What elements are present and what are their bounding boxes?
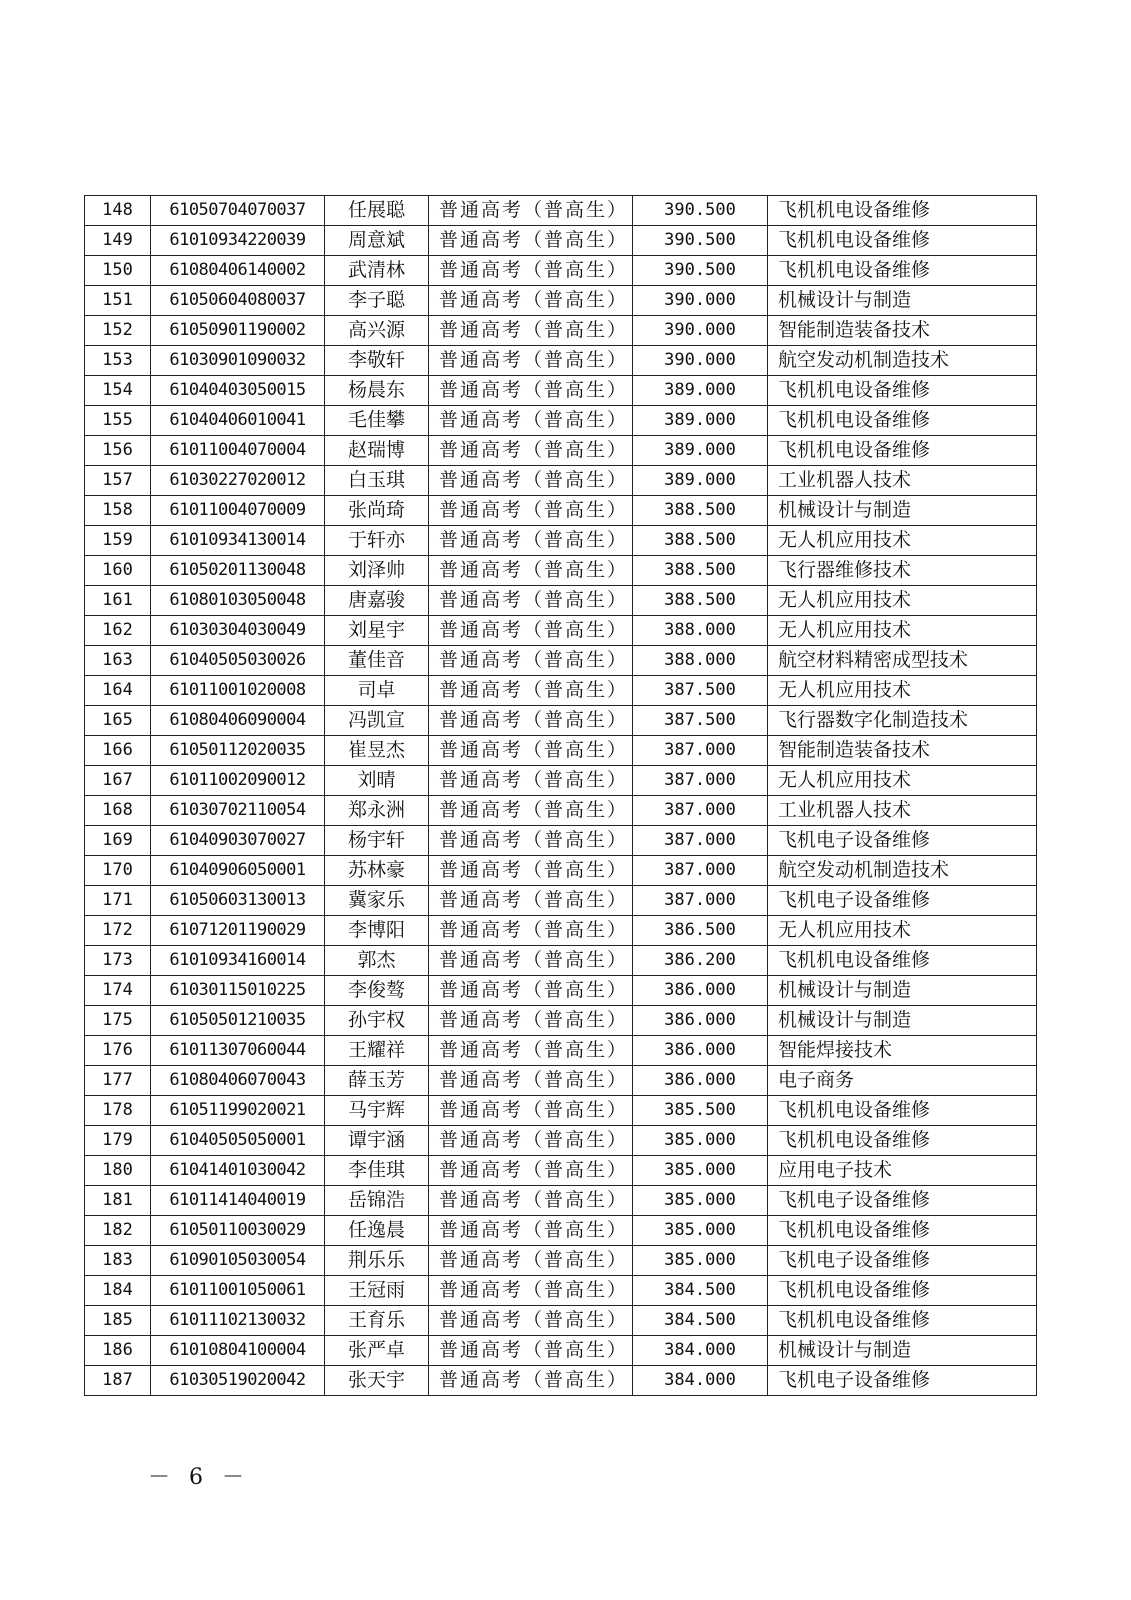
row-number-cell: 177 bbox=[85, 1066, 151, 1096]
row-number-cell: 174 bbox=[85, 976, 151, 1006]
score-cell: 389.000 bbox=[633, 376, 768, 406]
score-cell: 387.000 bbox=[633, 886, 768, 916]
candidate-id-cell: 61040406010041 bbox=[151, 406, 325, 436]
candidate-id-cell: 61011001020008 bbox=[151, 676, 325, 706]
row-number-cell: 165 bbox=[85, 706, 151, 736]
student-name-cell: 周意斌 bbox=[325, 226, 429, 256]
score-cell: 387.000 bbox=[633, 796, 768, 826]
admission-type-cell: 普通高考（普高生） bbox=[429, 766, 633, 796]
score-cell: 389.000 bbox=[633, 406, 768, 436]
major-cell: 飞机机电设备维修 bbox=[768, 1216, 1037, 1246]
row-number-cell: 171 bbox=[85, 886, 151, 916]
student-name-cell: 任展聪 bbox=[325, 196, 429, 226]
table-row bbox=[85, 496, 1037, 526]
score-cell: 384.000 bbox=[633, 1366, 768, 1396]
student-name-cell: 冀家乐 bbox=[325, 886, 429, 916]
major-cell: 智能焊接技术 bbox=[768, 1036, 1037, 1066]
row-number-cell: 156 bbox=[85, 436, 151, 466]
admission-type-cell: 普通高考（普高生） bbox=[429, 706, 633, 736]
student-name-cell: 李敬轩 bbox=[325, 346, 429, 376]
row-number-cell: 149 bbox=[85, 226, 151, 256]
admission-type-cell: 普通高考（普高生） bbox=[429, 196, 633, 226]
admission-type-cell: 普通高考（普高生） bbox=[429, 856, 633, 886]
admission-type-cell: 普通高考（普高生） bbox=[429, 436, 633, 466]
table-row bbox=[85, 1096, 1037, 1126]
admission-type-cell: 普通高考（普高生） bbox=[429, 616, 633, 646]
major-cell: 机械设计与制造 bbox=[768, 976, 1037, 1006]
major-cell: 航空发动机制造技术 bbox=[768, 346, 1037, 376]
score-cell: 390.000 bbox=[633, 346, 768, 376]
table-row bbox=[85, 616, 1037, 646]
table-row bbox=[85, 1276, 1037, 1306]
admission-type-cell: 普通高考（普高生） bbox=[429, 1066, 633, 1096]
admission-type-cell: 普通高考（普高生） bbox=[429, 1336, 633, 1366]
row-number-cell: 157 bbox=[85, 466, 151, 496]
major-cell: 飞机机电设备维修 bbox=[768, 436, 1037, 466]
admission-type-cell: 普通高考（普高生） bbox=[429, 1306, 633, 1336]
student-name-cell: 荆乐乐 bbox=[325, 1246, 429, 1276]
table-row bbox=[85, 1126, 1037, 1156]
row-number-cell: 158 bbox=[85, 496, 151, 526]
candidate-id-cell: 61050604080037 bbox=[151, 286, 325, 316]
major-cell: 飞行器数字化制造技术 bbox=[768, 706, 1037, 736]
row-number-cell: 154 bbox=[85, 376, 151, 406]
admission-type-cell: 普通高考（普高生） bbox=[429, 1126, 633, 1156]
student-name-cell: 任逸晨 bbox=[325, 1216, 429, 1246]
student-name-cell: 李子聪 bbox=[325, 286, 429, 316]
admission-type-cell: 普通高考（普高生） bbox=[429, 526, 633, 556]
major-cell: 无人机应用技术 bbox=[768, 766, 1037, 796]
candidate-id-cell: 61080406090004 bbox=[151, 706, 325, 736]
row-number-cell: 182 bbox=[85, 1216, 151, 1246]
student-name-cell: 白玉琪 bbox=[325, 466, 429, 496]
student-name-cell: 武清林 bbox=[325, 256, 429, 286]
admission-type-cell: 普通高考（普高生） bbox=[429, 736, 633, 766]
score-cell: 390.500 bbox=[633, 256, 768, 286]
candidate-id-cell: 61011002090012 bbox=[151, 766, 325, 796]
major-cell: 应用电子技术 bbox=[768, 1156, 1037, 1186]
row-number-cell: 180 bbox=[85, 1156, 151, 1186]
score-cell: 384.500 bbox=[633, 1306, 768, 1336]
major-cell: 机械设计与制造 bbox=[768, 1006, 1037, 1036]
row-number-cell: 185 bbox=[85, 1306, 151, 1336]
score-cell: 387.000 bbox=[633, 826, 768, 856]
candidate-id-cell: 61041401030042 bbox=[151, 1156, 325, 1186]
student-name-cell: 刘晴 bbox=[325, 766, 429, 796]
student-name-cell: 李博阳 bbox=[325, 916, 429, 946]
row-number-cell: 151 bbox=[85, 286, 151, 316]
candidate-id-cell: 61030519020042 bbox=[151, 1366, 325, 1396]
admission-type-cell: 普通高考（普高生） bbox=[429, 226, 633, 256]
score-cell: 385.000 bbox=[633, 1126, 768, 1156]
candidate-id-cell: 61050501210035 bbox=[151, 1006, 325, 1036]
candidate-id-cell: 61080103050048 bbox=[151, 586, 325, 616]
table-row bbox=[85, 796, 1037, 826]
admission-type-cell: 普通高考（普高生） bbox=[429, 796, 633, 826]
table-row bbox=[85, 346, 1037, 376]
admission-type-cell: 普通高考（普高生） bbox=[429, 346, 633, 376]
row-number-cell: 155 bbox=[85, 406, 151, 436]
major-cell: 飞机机电设备维修 bbox=[768, 946, 1037, 976]
student-name-cell: 李佳琪 bbox=[325, 1156, 429, 1186]
row-number-cell: 148 bbox=[85, 196, 151, 226]
score-cell: 384.000 bbox=[633, 1336, 768, 1366]
major-cell: 航空发动机制造技术 bbox=[768, 856, 1037, 886]
candidate-id-cell: 61030227020012 bbox=[151, 466, 325, 496]
major-cell: 飞机机电设备维修 bbox=[768, 226, 1037, 256]
score-cell: 390.500 bbox=[633, 226, 768, 256]
score-cell: 389.000 bbox=[633, 466, 768, 496]
admission-list-table bbox=[84, 195, 1036, 1396]
table-row bbox=[85, 1366, 1037, 1396]
score-cell: 388.500 bbox=[633, 556, 768, 586]
table-row bbox=[85, 1216, 1037, 1246]
major-cell: 飞机机电设备维修 bbox=[768, 196, 1037, 226]
major-cell: 飞机电子设备维修 bbox=[768, 1186, 1037, 1216]
row-number-cell: 172 bbox=[85, 916, 151, 946]
student-name-cell: 崔昱杰 bbox=[325, 736, 429, 766]
admission-type-cell: 普通高考（普高生） bbox=[429, 646, 633, 676]
candidate-id-cell: 61011102130032 bbox=[151, 1306, 325, 1336]
student-name-cell: 谭宇涵 bbox=[325, 1126, 429, 1156]
candidate-id-cell: 61010934160014 bbox=[151, 946, 325, 976]
admission-type-cell: 普通高考（普高生） bbox=[429, 676, 633, 706]
table-row bbox=[85, 1156, 1037, 1186]
row-number-cell: 178 bbox=[85, 1096, 151, 1126]
row-number-cell: 160 bbox=[85, 556, 151, 586]
row-number-cell: 152 bbox=[85, 316, 151, 346]
score-cell: 385.000 bbox=[633, 1216, 768, 1246]
score-cell: 385.500 bbox=[633, 1096, 768, 1126]
score-cell: 388.000 bbox=[633, 646, 768, 676]
major-cell: 机械设计与制造 bbox=[768, 286, 1037, 316]
row-number-cell: 181 bbox=[85, 1186, 151, 1216]
table-row bbox=[85, 916, 1037, 946]
major-cell: 飞机机电设备维修 bbox=[768, 256, 1037, 286]
student-name-cell: 郭杰 bbox=[325, 946, 429, 976]
admission-type-cell: 普通高考（普高生） bbox=[429, 1216, 633, 1246]
row-number-cell: 183 bbox=[85, 1246, 151, 1276]
candidate-id-cell: 61011004070004 bbox=[151, 436, 325, 466]
major-cell: 飞机机电设备维修 bbox=[768, 406, 1037, 436]
admission-type-cell: 普通高考（普高生） bbox=[429, 1156, 633, 1186]
table-row bbox=[85, 1066, 1037, 1096]
admission-type-cell: 普通高考（普高生） bbox=[429, 586, 633, 616]
row-number-cell: 186 bbox=[85, 1336, 151, 1366]
admission-type-cell: 普通高考（普高生） bbox=[429, 826, 633, 856]
table-row bbox=[85, 736, 1037, 766]
admission-type-cell: 普通高考（普高生） bbox=[429, 556, 633, 586]
row-number-cell: 163 bbox=[85, 646, 151, 676]
major-cell: 飞机机电设备维修 bbox=[768, 1306, 1037, 1336]
student-name-cell: 董佳音 bbox=[325, 646, 429, 676]
table-row bbox=[85, 466, 1037, 496]
row-number-cell: 168 bbox=[85, 796, 151, 826]
student-name-cell: 赵瑞博 bbox=[325, 436, 429, 466]
table-row bbox=[85, 556, 1037, 586]
student-name-cell: 冯凯宣 bbox=[325, 706, 429, 736]
candidate-id-cell: 61050603130013 bbox=[151, 886, 325, 916]
score-cell: 387.000 bbox=[633, 766, 768, 796]
candidate-id-cell: 61040403050015 bbox=[151, 376, 325, 406]
student-name-cell: 郑永洲 bbox=[325, 796, 429, 826]
score-cell: 390.000 bbox=[633, 316, 768, 346]
candidate-id-cell: 61040906050001 bbox=[151, 856, 325, 886]
major-cell: 机械设计与制造 bbox=[768, 1336, 1037, 1366]
candidate-id-cell: 61050112020035 bbox=[151, 736, 325, 766]
table-row bbox=[85, 526, 1037, 556]
row-number-cell: 169 bbox=[85, 826, 151, 856]
student-name-cell: 王耀祥 bbox=[325, 1036, 429, 1066]
page-number: － 6 － bbox=[148, 1465, 250, 1490]
admission-type-cell: 普通高考（普高生） bbox=[429, 316, 633, 346]
score-cell: 387.500 bbox=[633, 676, 768, 706]
major-cell: 飞机机电设备维修 bbox=[768, 1126, 1037, 1156]
row-number-cell: 162 bbox=[85, 616, 151, 646]
table-row bbox=[85, 436, 1037, 466]
row-number-cell: 159 bbox=[85, 526, 151, 556]
table-row bbox=[85, 886, 1037, 916]
student-name-cell: 薛玉芳 bbox=[325, 1066, 429, 1096]
candidate-id-cell: 61050110030029 bbox=[151, 1216, 325, 1246]
admission-type-cell: 普通高考（普高生） bbox=[429, 406, 633, 436]
major-cell: 电子商务 bbox=[768, 1066, 1037, 1096]
candidate-id-cell: 61011414040019 bbox=[151, 1186, 325, 1216]
score-cell: 390.000 bbox=[633, 286, 768, 316]
admission-type-cell: 普通高考（普高生） bbox=[429, 886, 633, 916]
admission-type-cell: 普通高考（普高生） bbox=[429, 466, 633, 496]
admission-type-cell: 普通高考（普高生） bbox=[429, 286, 633, 316]
row-number-cell: 173 bbox=[85, 946, 151, 976]
student-name-cell: 于轩亦 bbox=[325, 526, 429, 556]
major-cell: 工业机器人技术 bbox=[768, 466, 1037, 496]
admission-type-cell: 普通高考（普高生） bbox=[429, 916, 633, 946]
candidate-id-cell: 61071201190029 bbox=[151, 916, 325, 946]
table-row bbox=[85, 1306, 1037, 1336]
admission-type-cell: 普通高考（普高生） bbox=[429, 1006, 633, 1036]
admission-type-cell: 普通高考（普高生） bbox=[429, 1246, 633, 1276]
admission-type-cell: 普通高考（普高生） bbox=[429, 946, 633, 976]
major-cell: 飞行器维修技术 bbox=[768, 556, 1037, 586]
student-name-cell: 杨晨东 bbox=[325, 376, 429, 406]
admission-type-cell: 普通高考（普高生） bbox=[429, 1366, 633, 1396]
table-row bbox=[85, 256, 1037, 286]
row-number-cell: 150 bbox=[85, 256, 151, 286]
table-row bbox=[85, 766, 1037, 796]
admission-type-cell: 普通高考（普高生） bbox=[429, 496, 633, 526]
candidate-id-cell: 61040505050001 bbox=[151, 1126, 325, 1156]
row-number-cell: 179 bbox=[85, 1126, 151, 1156]
candidate-id-cell: 61050201130048 bbox=[151, 556, 325, 586]
major-cell: 无人机应用技术 bbox=[768, 676, 1037, 706]
candidate-id-cell: 61080406070043 bbox=[151, 1066, 325, 1096]
table-row bbox=[85, 286, 1037, 316]
table-row bbox=[85, 946, 1037, 976]
candidate-id-cell: 61040903070027 bbox=[151, 826, 325, 856]
candidate-id-cell: 61050901190002 bbox=[151, 316, 325, 346]
score-cell: 386.200 bbox=[633, 946, 768, 976]
major-cell: 机械设计与制造 bbox=[768, 496, 1037, 526]
table-row bbox=[85, 1246, 1037, 1276]
score-cell: 389.000 bbox=[633, 436, 768, 466]
admission-type-cell: 普通高考（普高生） bbox=[429, 376, 633, 406]
student-name-cell: 刘泽帅 bbox=[325, 556, 429, 586]
major-cell: 飞机机电设备维修 bbox=[768, 1096, 1037, 1126]
major-cell: 无人机应用技术 bbox=[768, 616, 1037, 646]
admission-type-cell: 普通高考（普高生） bbox=[429, 1186, 633, 1216]
major-cell: 无人机应用技术 bbox=[768, 526, 1037, 556]
student-name-cell: 毛佳攀 bbox=[325, 406, 429, 436]
admission-type-cell: 普通高考（普高生） bbox=[429, 1096, 633, 1126]
student-name-cell: 高兴源 bbox=[325, 316, 429, 346]
table-row bbox=[85, 646, 1037, 676]
major-cell: 飞机机电设备维修 bbox=[768, 376, 1037, 406]
table-row bbox=[85, 1036, 1037, 1066]
candidate-id-cell: 61010934220039 bbox=[151, 226, 325, 256]
table-row bbox=[85, 226, 1037, 256]
score-cell: 388.000 bbox=[633, 616, 768, 646]
table-row bbox=[85, 406, 1037, 436]
candidate-id-cell: 61080406140002 bbox=[151, 256, 325, 286]
major-cell: 无人机应用技术 bbox=[768, 586, 1037, 616]
admission-type-cell: 普通高考（普高生） bbox=[429, 1036, 633, 1066]
table-row bbox=[85, 586, 1037, 616]
score-cell: 386.000 bbox=[633, 1006, 768, 1036]
student-name-cell: 孙宇权 bbox=[325, 1006, 429, 1036]
score-cell: 386.500 bbox=[633, 916, 768, 946]
student-name-cell: 马宇辉 bbox=[325, 1096, 429, 1126]
major-cell: 飞机电子设备维修 bbox=[768, 826, 1037, 856]
candidate-id-cell: 61011307060044 bbox=[151, 1036, 325, 1066]
student-name-cell: 刘星宇 bbox=[325, 616, 429, 646]
student-name-cell: 王冠雨 bbox=[325, 1276, 429, 1306]
score-cell: 385.000 bbox=[633, 1246, 768, 1276]
major-cell: 航空材料精密成型技术 bbox=[768, 646, 1037, 676]
student-name-cell: 司卓 bbox=[325, 676, 429, 706]
score-cell: 388.500 bbox=[633, 526, 768, 556]
student-name-cell: 张天宇 bbox=[325, 1366, 429, 1396]
table-row bbox=[85, 706, 1037, 736]
table-row bbox=[85, 316, 1037, 346]
candidate-id-cell: 61011004070009 bbox=[151, 496, 325, 526]
score-cell: 388.500 bbox=[633, 496, 768, 526]
score-cell: 385.000 bbox=[633, 1186, 768, 1216]
major-cell: 飞机电子设备维修 bbox=[768, 1246, 1037, 1276]
row-number-cell: 176 bbox=[85, 1036, 151, 1066]
row-number-cell: 175 bbox=[85, 1006, 151, 1036]
student-name-cell: 唐嘉骏 bbox=[325, 586, 429, 616]
candidate-id-cell: 61010804100004 bbox=[151, 1336, 325, 1366]
row-number-cell: 184 bbox=[85, 1276, 151, 1306]
student-name-cell: 王育乐 bbox=[325, 1306, 429, 1336]
score-cell: 386.000 bbox=[633, 976, 768, 1006]
score-cell: 387.500 bbox=[633, 706, 768, 736]
row-number-cell: 166 bbox=[85, 736, 151, 766]
table-row bbox=[85, 1336, 1037, 1366]
student-name-cell: 岳锦浩 bbox=[325, 1186, 429, 1216]
score-cell: 390.500 bbox=[633, 196, 768, 226]
row-number-cell: 164 bbox=[85, 676, 151, 706]
major-cell: 飞机机电设备维修 bbox=[768, 1276, 1037, 1306]
major-cell: 飞机电子设备维修 bbox=[768, 1366, 1037, 1396]
row-number-cell: 170 bbox=[85, 856, 151, 886]
score-cell: 387.000 bbox=[633, 856, 768, 886]
score-cell: 386.000 bbox=[633, 1066, 768, 1096]
admission-type-cell: 普通高考（普高生） bbox=[429, 976, 633, 1006]
student-name-cell: 苏林豪 bbox=[325, 856, 429, 886]
table-row bbox=[85, 1006, 1037, 1036]
score-cell: 388.500 bbox=[633, 586, 768, 616]
candidate-id-cell: 61030702110054 bbox=[151, 796, 325, 826]
table-row bbox=[85, 856, 1037, 886]
table-row bbox=[85, 196, 1037, 226]
score-cell: 386.000 bbox=[633, 1036, 768, 1066]
score-cell: 385.000 bbox=[633, 1156, 768, 1186]
student-name-cell: 张严卓 bbox=[325, 1336, 429, 1366]
student-name-cell: 李俊骜 bbox=[325, 976, 429, 1006]
major-cell: 智能制造装备技术 bbox=[768, 316, 1037, 346]
row-number-cell: 187 bbox=[85, 1366, 151, 1396]
candidate-id-cell: 61030901090032 bbox=[151, 346, 325, 376]
admission-type-cell: 普通高考（普高生） bbox=[429, 1276, 633, 1306]
candidate-id-cell: 61010934130014 bbox=[151, 526, 325, 556]
candidate-id-cell: 61050704070037 bbox=[151, 196, 325, 226]
table-row bbox=[85, 826, 1037, 856]
row-number-cell: 167 bbox=[85, 766, 151, 796]
table-row bbox=[85, 976, 1037, 1006]
table-row bbox=[85, 376, 1037, 406]
candidate-id-cell: 61040505030026 bbox=[151, 646, 325, 676]
score-cell: 387.000 bbox=[633, 736, 768, 766]
table-body bbox=[85, 196, 1037, 1396]
row-number-cell: 153 bbox=[85, 346, 151, 376]
table-row bbox=[85, 1186, 1037, 1216]
major-cell: 无人机应用技术 bbox=[768, 916, 1037, 946]
major-cell: 飞机电子设备维修 bbox=[768, 886, 1037, 916]
major-cell: 智能制造装备技术 bbox=[768, 736, 1037, 766]
student-name-cell: 张尚琦 bbox=[325, 496, 429, 526]
row-number-cell: 161 bbox=[85, 586, 151, 616]
major-cell: 工业机器人技术 bbox=[768, 796, 1037, 826]
admission-type-cell: 普通高考（普高生） bbox=[429, 256, 633, 286]
score-cell: 384.500 bbox=[633, 1276, 768, 1306]
candidate-id-cell: 61051199020021 bbox=[151, 1096, 325, 1126]
table-row bbox=[85, 676, 1037, 706]
candidate-id-cell: 61011001050061 bbox=[151, 1276, 325, 1306]
candidate-id-cell: 61030115010225 bbox=[151, 976, 325, 1006]
candidate-id-cell: 61090105030054 bbox=[151, 1246, 325, 1276]
student-name-cell: 杨宇轩 bbox=[325, 826, 429, 856]
candidate-id-cell: 61030304030049 bbox=[151, 616, 325, 646]
